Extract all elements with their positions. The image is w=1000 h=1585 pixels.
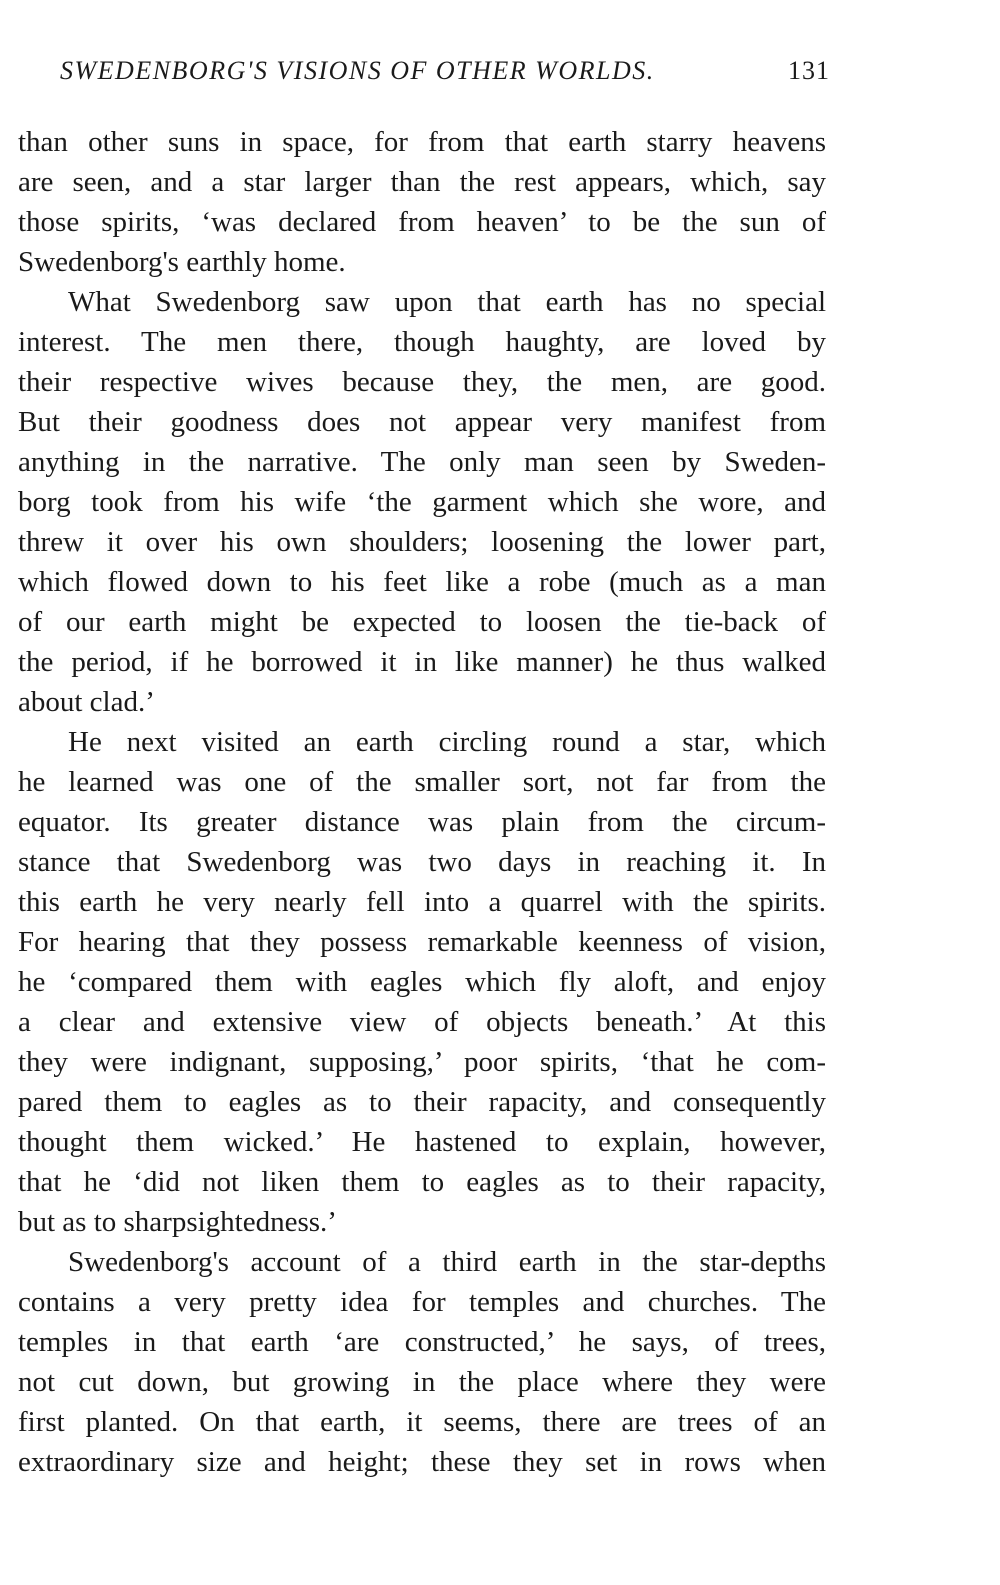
text-line: extraordinary size and height; these they set in rows when — [18, 1446, 826, 1478]
text-line: he ‘compared them with eagles which fly aloft, and enjoy — [18, 966, 826, 998]
text-line: borg took from his wife ‘the garment which she wore, and — [18, 486, 826, 518]
text-line: their respective wives because they, the men, are good. — [18, 366, 826, 398]
text-line: He next visited an earth circling round a star, which — [68, 726, 826, 758]
text-line: threw it over his own shoulders; loosening the lower part, — [18, 526, 826, 558]
text-line: a clear and extensive view of objects beneath.’ At this — [18, 1006, 826, 1038]
text-line: stance that Swedenborg was two days in reaching it. In — [18, 846, 826, 878]
text-line: which flowed down to his feet like a robe (much as a man — [18, 566, 826, 598]
text-line: this earth he very nearly fell into a quarrel with the spirits. — [18, 886, 826, 918]
text-line: What Swedenborg saw upon that earth has no special — [68, 286, 826, 318]
running-head-title: SWEDENBORG'S VISIONS OF OTHER WORLDS. — [60, 56, 655, 85]
page-number: 131 — [788, 56, 830, 85]
running-head — [60, 56, 830, 92]
text-line: of our earth might be expected to loosen the tie-back of — [18, 606, 826, 638]
text-line: Swedenborg's earthly home. — [18, 246, 346, 278]
text-line: but as to sharpsightedness.’ — [18, 1206, 337, 1238]
text-line: he learned was one of the smaller sort, not far from the — [18, 766, 826, 798]
text-line: those spirits, ‘was declared from heaven’ to be the sun of — [18, 206, 826, 238]
text-line: Swedenborg's account of a third earth in the star-depths — [68, 1246, 826, 1278]
text-line: interest. The men there, though haughty, are loved by — [18, 326, 826, 358]
text-line: not cut down, but growing in the place where they were — [18, 1366, 826, 1398]
body-text — [18, 122, 826, 1482]
text-line: contains a very pretty idea for temples and churches. The — [18, 1286, 826, 1318]
text-line: thought them wicked.’ He hastened to explain, however, — [18, 1126, 826, 1158]
text-line: But their goodness does not appear very manifest from — [18, 406, 826, 438]
text-line: that he ‘did not liken them to eagles as to their rapacity, — [18, 1166, 826, 1198]
text-line: are seen, and a star larger than the rest appears, which, say — [18, 166, 826, 198]
text-line: equator. Its greater distance was plain from the circum- — [18, 806, 826, 838]
text-line: they were indignant, supposing,’ poor spirits, ‘that he com- — [18, 1046, 826, 1078]
text-line: about clad.’ — [18, 686, 155, 718]
text-line: than other suns in space, for from that earth starry heavens — [18, 126, 826, 158]
text-line: For hearing that they possess remarkable keenness of vision, — [18, 926, 826, 958]
text-line: anything in the narrative. The only man seen by Sweden- — [18, 446, 826, 478]
text-line: the period, if he borrowed it in like manner) he thus walked — [18, 646, 826, 678]
text-line: temples in that earth ‘are constructed,’ he says, of trees, — [18, 1326, 826, 1358]
text-line: first planted. On that earth, it seems, there are trees of an — [18, 1406, 826, 1438]
text-line: pared them to eagles as to their rapacity, and consequently — [18, 1086, 826, 1118]
